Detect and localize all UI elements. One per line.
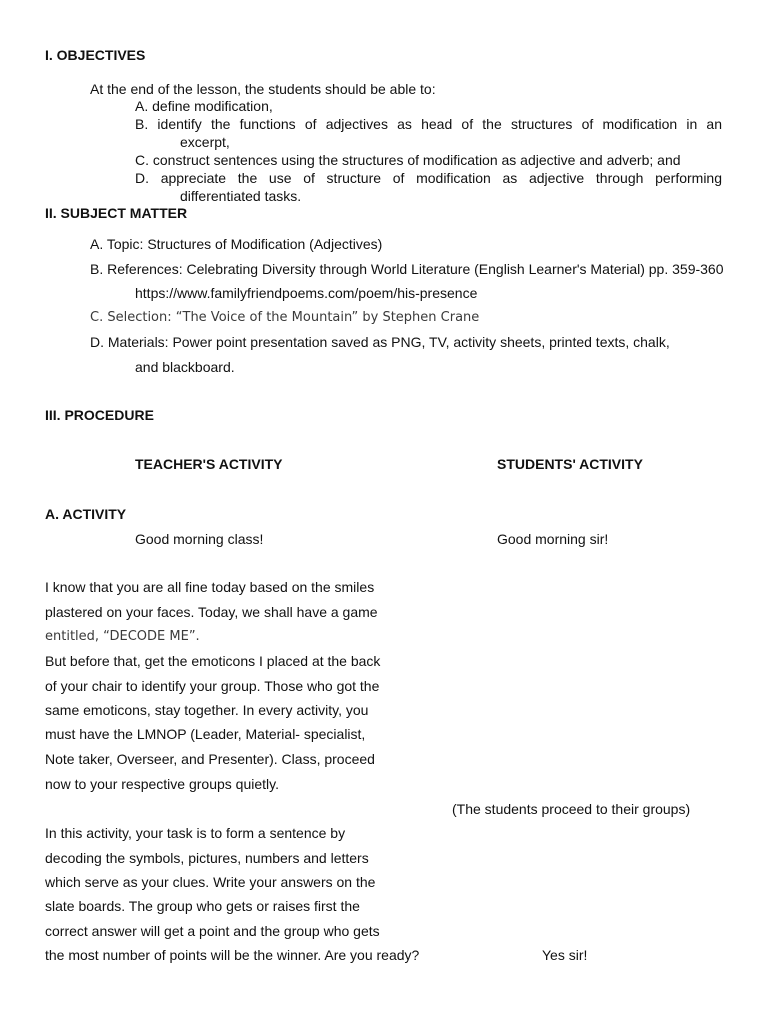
teacher-para1-line: But before that, get the emoticons I placed at the back xyxy=(45,653,381,669)
subject-topic: A. Topic: Structures of Modification (Adjectives) xyxy=(90,236,383,252)
subject-url: https://www.familyfriendpoems.com/poem/his-presence xyxy=(135,285,478,301)
objective-item-b-cont: excerpt, xyxy=(180,134,230,150)
objectives-intro: At the end of the lesson, the students should be able to: xyxy=(90,81,436,97)
teacher-para2-line: slate boards. The group who gets or raises first the xyxy=(45,898,360,914)
teacher-para2-line: the most number of points will be the winner. Are you ready? xyxy=(45,947,420,963)
teacher-para1-line: Note taker, Overseer, and Presenter). Class, proceed xyxy=(45,751,375,767)
objective-item-a xyxy=(135,97,273,115)
subject-materials: D. Materials: Power point presentation saved as PNG, TV, activity sheets, printed texts, chalk, xyxy=(90,334,670,350)
teacher-greeting: Good morning class! xyxy=(135,531,264,547)
teacher-para2-line: In this activity, your task is to form a sentence by xyxy=(45,825,346,841)
student-greeting: Good morning sir! xyxy=(497,531,609,547)
objective-item-d-cont: differentiated tasks. xyxy=(180,188,302,204)
teacher-para1-line: now to your respective groups quietly. xyxy=(45,776,279,792)
objective-item-c xyxy=(135,151,681,169)
teacher-para1-line: plastered on your faces. Today, we shall have a game xyxy=(45,604,378,620)
objective-item-b xyxy=(135,115,722,133)
teacher-para2-line: which serve as your clues. Write your answers on the xyxy=(45,874,376,890)
procedure-heading: III. PROCEDURE xyxy=(45,407,154,423)
subject-selection: C. Selection: “The Voice of the Mountain” by Stephen Crane xyxy=(90,310,480,325)
objective-text: appreciate the use of structure of modification as adjective through performing xyxy=(160,170,722,186)
objective-item-d xyxy=(135,169,722,187)
teacher-activity-header: TEACHER'S ACTIVITY xyxy=(135,456,283,472)
objective-text: define modification, xyxy=(152,98,273,114)
objectives-heading: I. OBJECTIVES xyxy=(45,47,146,63)
teacher-para1-line: must have the LMNOP (Leader, Material- specialist, xyxy=(45,726,366,742)
students-activity-header: STUDENTS' ACTIVITY xyxy=(497,456,643,472)
objective-label: B. xyxy=(135,116,149,132)
subject-materials-cont: and blackboard. xyxy=(135,359,235,375)
subject-references: B. References: Celebrating Diversity through World Literature (English Learner's Material) pp. 359-360 xyxy=(90,261,724,277)
student-response-groups: (The students proceed to their groups) xyxy=(452,801,691,817)
teacher-para1-line: entitled, “DECODE ME”. xyxy=(45,629,200,644)
teacher-para2-line: decoding the symbols, pictures, numbers and letters xyxy=(45,850,369,866)
objective-label: D. xyxy=(135,170,149,186)
teacher-para1-line: same emoticons, stay together. In every activity, you xyxy=(45,702,369,718)
teacher-para1-line: of your chair to identify your group. Those who got the xyxy=(45,678,380,694)
objective-text: construct sentences using the structures of modification as adjective and adverb; and xyxy=(152,152,681,168)
objective-text: identify the functions of adjectives as head of the structures of modification in an xyxy=(157,116,722,132)
student-response-ready: Yes sir! xyxy=(542,947,588,963)
teacher-para2-line: correct answer will get a point and the group who gets xyxy=(45,923,380,939)
activity-heading: A. ACTIVITY xyxy=(45,506,127,522)
subject-matter-heading: II. SUBJECT MATTER xyxy=(45,205,188,221)
teacher-para1-line: I know that you are all fine today based on the smiles xyxy=(45,579,375,595)
objective-label: A. xyxy=(135,98,149,114)
objective-label: C. xyxy=(135,152,149,168)
